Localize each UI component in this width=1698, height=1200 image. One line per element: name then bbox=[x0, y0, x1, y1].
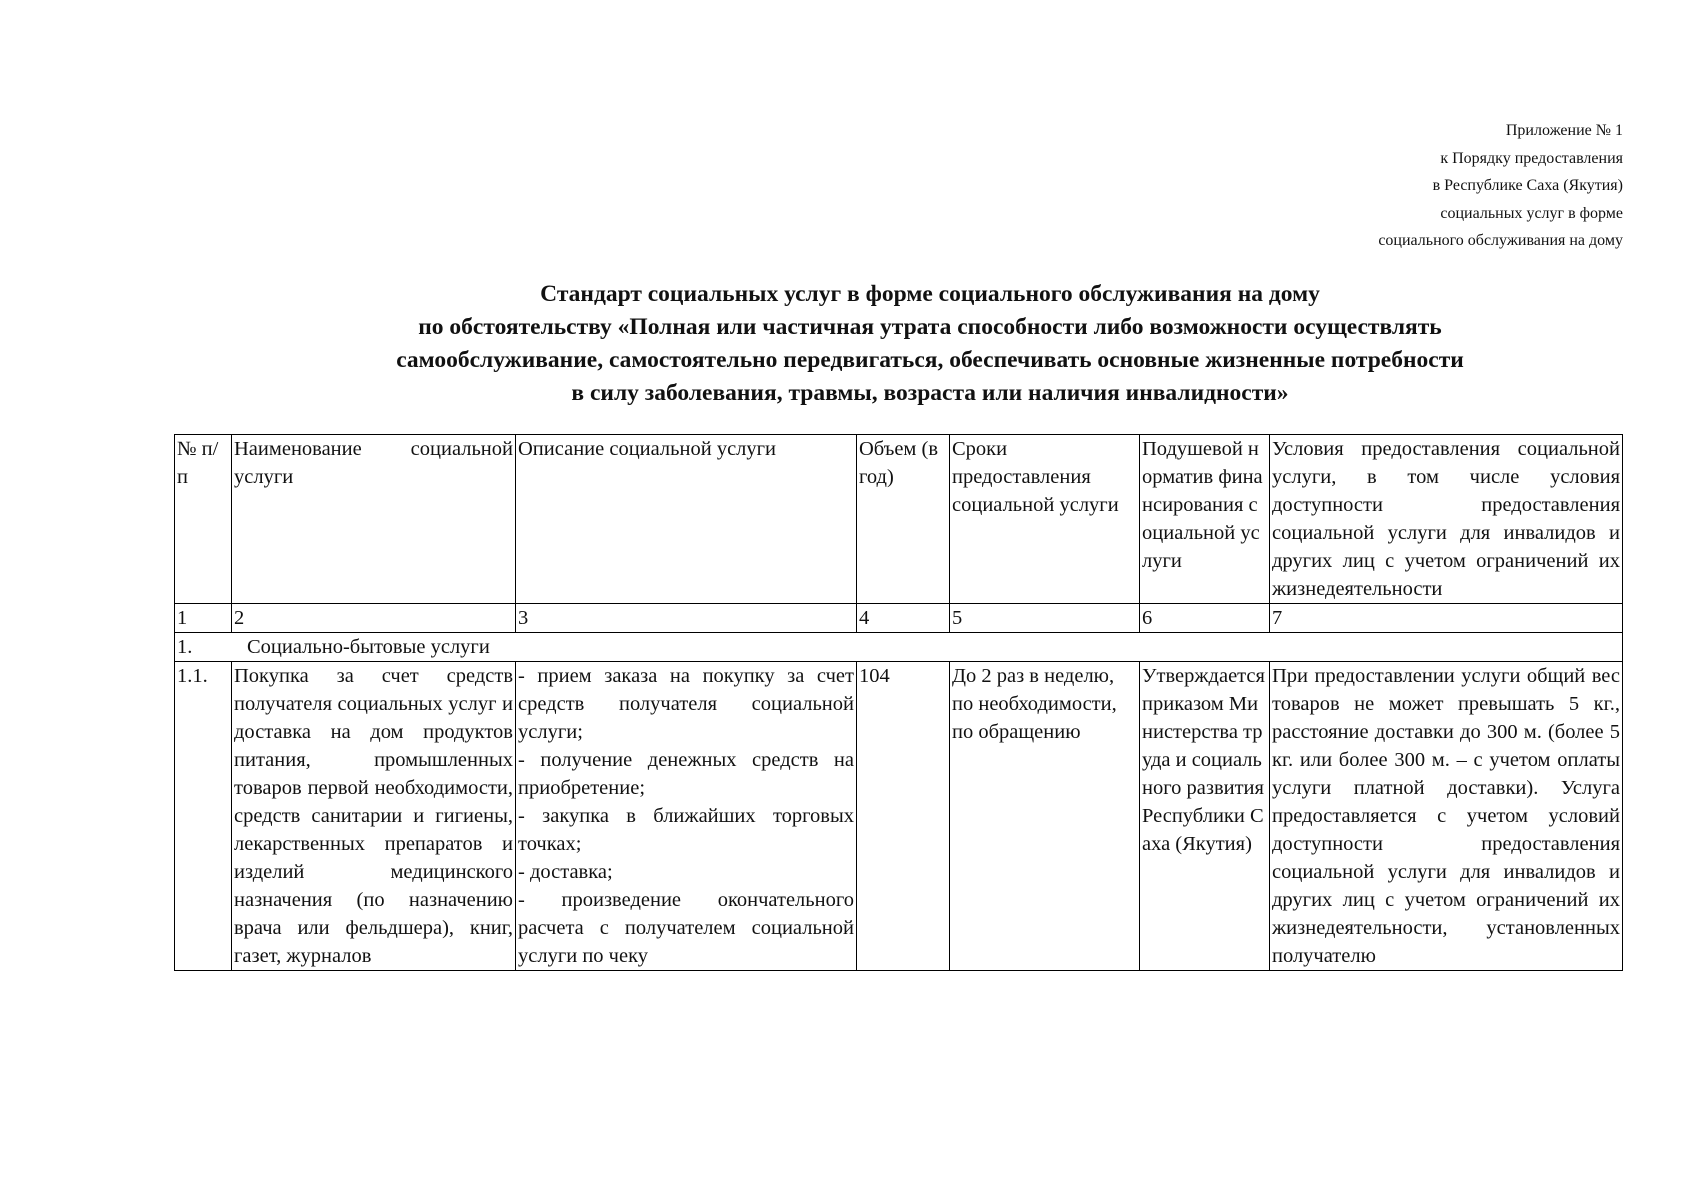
header-cell-terms: Сроки предоставления социальной услуги bbox=[950, 435, 1140, 604]
row-name-cell: Покупка за счет средств получателя социальных услуг и доставка на дом продуктов питания, промышленных товаров первой необходимости, средств санитарии и гигиены, лекарственных препаратов и изделий медицинского назначения (по назначению врача или фельдшера), книг, газет, журналов bbox=[232, 662, 516, 971]
row-volume-cell: 104 bbox=[857, 662, 950, 971]
row-norm-cell: Утверждается приказом Министерства труда и социального развития Республики Саха (Якутия) bbox=[1140, 662, 1270, 971]
title-line: самообслуживание, самостоятельно передвигаться, обеспечивать основные жизненные потребности bbox=[396, 347, 1464, 373]
column-number-cell: 1 bbox=[175, 604, 232, 633]
standard-table bbox=[174, 434, 1623, 971]
appendix-line: Приложение № 1 bbox=[1505, 122, 1623, 139]
appendix-line: в Республике Саха (Якутия) bbox=[1432, 177, 1623, 194]
section-number: 1. bbox=[177, 636, 193, 658]
section-cell bbox=[175, 633, 1623, 662]
column-number-cell: 7 bbox=[1270, 604, 1623, 633]
column-number-row bbox=[175, 604, 1623, 633]
header-row bbox=[175, 435, 1623, 604]
row-description-cell: - прием заказа на покупку за счет средств получателя социальной услуги; - получение денежных средств на приобретение; - закупка в ближайших торговых точках; - доставка; - произведение окончательного расчета с получателем социальной услуги по чеку bbox=[516, 662, 857, 971]
header-cell-volume: Объем (в год) bbox=[857, 435, 950, 604]
appendix-block bbox=[1378, 117, 1623, 255]
header-cell-norm: Подушевой норматив финансирования социальной услуги bbox=[1140, 435, 1270, 604]
appendix-line: социального обслуживания на дому bbox=[1378, 232, 1623, 249]
title-line: в силу заболевания, травмы, возраста или наличия инвалидности» bbox=[571, 380, 1289, 406]
table-row bbox=[175, 662, 1623, 971]
header-cell-conditions: Условия предоставления социальной услуги, в том числе условия доступности предоставления социальной услуги для инвалидов и других лиц с учетом ограничений их жизнедеятельности bbox=[1270, 435, 1623, 604]
section-row bbox=[175, 633, 1623, 662]
column-number-cell: 2 bbox=[232, 604, 516, 633]
column-number-cell: 5 bbox=[950, 604, 1140, 633]
header-cell-description: Описание социальной услуги bbox=[516, 435, 857, 604]
section-label: Социально-бытовые услуги bbox=[247, 636, 490, 658]
appendix-line: социальных услуг в форме bbox=[1440, 204, 1623, 222]
column-number-cell: 6 bbox=[1140, 604, 1270, 633]
document-title bbox=[160, 278, 1698, 410]
column-number-cell: 3 bbox=[516, 604, 857, 633]
row-conditions-cell: При предоставлении услуги общий вес товаров не может превышать 5 кг., расстояние доставки до 300 м. (более 5 кг. или более 300 м. – с учетом оплаты услуги платной доставки). Услуга предоставляется с учетом условий доступности предоставления социальной услуги для инвалидов и других лиц с учетом ограничений их жизнедеятельности, установленных получателю bbox=[1270, 662, 1623, 971]
column-number-cell: 4 bbox=[857, 604, 950, 633]
row-num-cell: 1.1. bbox=[175, 662, 232, 971]
title-line: Стандарт социальных услуг в форме социального обслуживания на дому bbox=[540, 281, 1320, 307]
header-cell-name: Наименование социальной услуги bbox=[232, 435, 516, 604]
row-terms-cell: До 2 раз в неделю, по необходимости, по обращению bbox=[950, 662, 1140, 971]
header-cell-num: № п/п bbox=[175, 435, 232, 604]
appendix-line: к Порядку предоставления bbox=[1440, 149, 1623, 167]
title-line: по обстоятельству «Полная или частичная утрата способности либо возможности осуществлять bbox=[418, 314, 1442, 340]
